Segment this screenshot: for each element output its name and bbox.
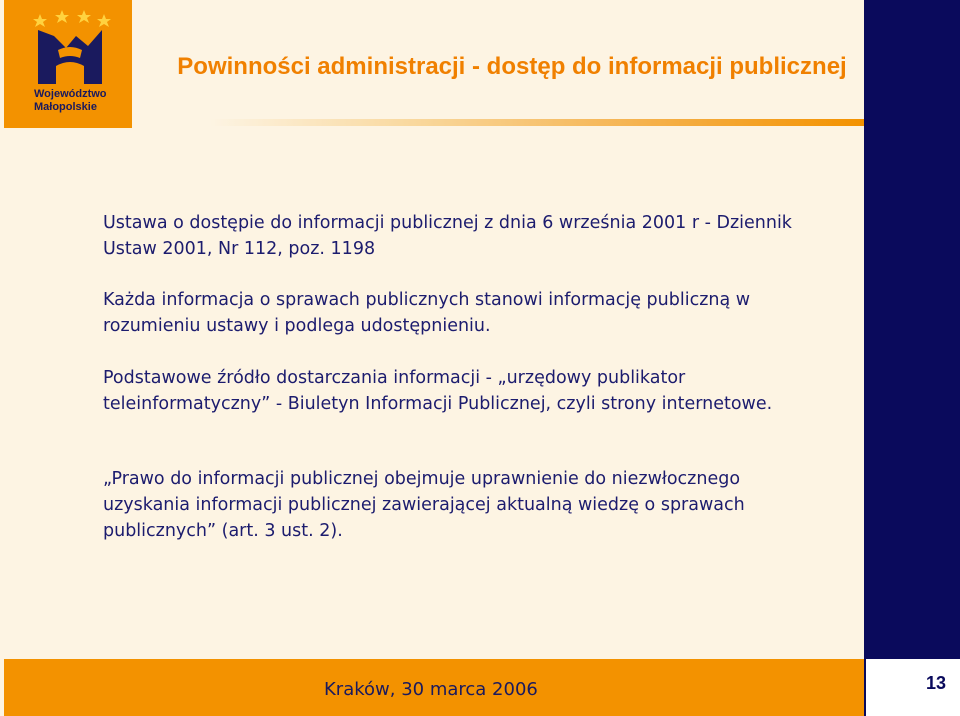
logo-caption <box>34 88 134 114</box>
footer-date-location: Kraków, 30 marca 2006 <box>324 679 538 700</box>
right-decorative-bar <box>864 0 960 716</box>
paragraph-right-to-information: „Prawo do informacji publicznej obejmuje uprawnienie do niezwłocznego uzyskania informacji publicznej zawierającej aktualną wiedzę o sprawach publicznych” (art. 3 ust. 2). <box>103 469 745 541</box>
logo-line-1: Województwo <box>34 88 107 100</box>
slide-title: Powinności administracji - dostęp do informacji publicznej <box>177 53 847 80</box>
paragraph-public-information: Każda informacja o sprawach publicznych stanowi informację publiczną w rozumieniu ustawy i podlega udostępnieniu. <box>103 290 751 336</box>
logo <box>4 0 132 128</box>
paragraph-bip-source: Podstawowe źródło dostarczania informacji - „urzędowy publikator teleinformatyczny” - Biuletyn Informacji Publicznej, czyli strony internetowe. <box>103 368 773 414</box>
page-number: 13 <box>925 673 946 693</box>
logo-line-2: Małopolskie <box>34 101 97 113</box>
title-underline <box>210 119 864 126</box>
paragraph-legal-act: Ustawa o dostępie do informacji publicznej z dnia 6 września 2001 r - Dziennik Ustaw 2001, Nr 112, poz. 1198 <box>103 213 792 259</box>
